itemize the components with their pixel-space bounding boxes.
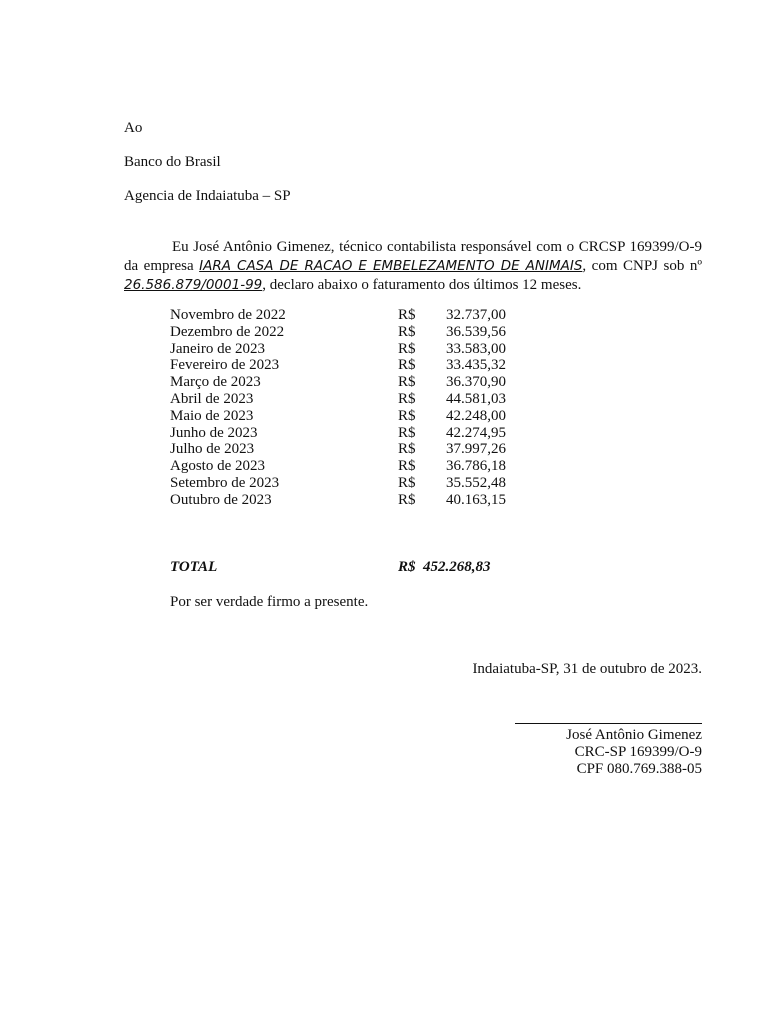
cnpj-number: 26.586.879/0001-99 xyxy=(124,277,263,293)
amount-value: 42.274,95 xyxy=(446,424,506,441)
amount-value: 33.583,00 xyxy=(446,340,506,357)
amount-value: 37.997,26 xyxy=(446,441,506,458)
intro-middle: , com CNPJ sob nº xyxy=(582,258,702,274)
intro-text: Eu José Antônio Gimenez, técnico contabilista responsável com o CRCSP 169399/O-9 da empresa xyxy=(124,239,702,274)
currency-symbol: R$ xyxy=(398,390,416,407)
signer-name: José Antônio Gimenez xyxy=(566,727,702,743)
table-row xyxy=(170,374,510,391)
month-label: Março de 2023 xyxy=(170,374,261,391)
amount-value: 44.581,03 xyxy=(446,390,506,407)
month-label: Maio de 2023 xyxy=(170,407,254,424)
table-row xyxy=(170,391,510,408)
table-row xyxy=(170,324,510,341)
table-row xyxy=(170,458,510,475)
month-label: Novembro de 2022 xyxy=(170,307,286,323)
month-label: Fevereiro de 2023 xyxy=(170,357,280,374)
currency-symbol: R$ xyxy=(398,407,416,424)
total-value: R$ 452.268,83 xyxy=(398,559,491,575)
amount-value: 35.552,48 xyxy=(446,474,506,491)
currency-symbol: R$ xyxy=(398,357,416,374)
signature-line xyxy=(515,723,702,724)
addressee-branch: Agencia de Indaiatuba – SP xyxy=(124,188,291,204)
currency-symbol: R$ xyxy=(398,307,416,323)
signer-crc: CRC-SP 169399/O-9 xyxy=(574,744,702,760)
month-label: Julho de 2023 xyxy=(170,441,255,458)
month-label: Outubro de 2023 xyxy=(170,491,272,508)
table-row xyxy=(170,357,510,374)
table-row xyxy=(170,441,510,458)
month-label: Dezembro de 2022 xyxy=(170,323,285,340)
month-label: Setembro de 2023 xyxy=(170,474,280,491)
addressee-to: Ao xyxy=(124,120,143,136)
amount-value: 32.737,00 xyxy=(446,307,506,323)
company-name: IARA CASA DE RACAO E EMBELEZAMENTO DE ANIMAIS xyxy=(199,258,583,274)
month-label: Abril de 2023 xyxy=(170,390,254,407)
currency-symbol: R$ xyxy=(398,323,416,340)
total-label: TOTAL xyxy=(170,559,218,575)
table-row xyxy=(170,408,510,425)
table-row xyxy=(170,492,510,509)
table-row xyxy=(170,475,510,492)
declaration-paragraph xyxy=(124,238,702,295)
addressee-bank: Banco do Brasil xyxy=(124,154,221,170)
amount-value: 42.248,00 xyxy=(446,407,506,424)
intro-end: , declaro abaixo o faturamento dos últimos 12 meses. xyxy=(262,277,582,293)
amount-value: 36.370,90 xyxy=(446,374,506,391)
revenue-table xyxy=(170,307,510,509)
signer-cpf: CPF 080.769.388-05 xyxy=(576,761,702,777)
table-row xyxy=(170,341,510,358)
closing-statement: Por ser verdade firmo a presente. xyxy=(170,594,369,610)
currency-symbol: R$ xyxy=(398,458,416,475)
month-label: Junho de 2023 xyxy=(170,424,258,441)
table-row xyxy=(170,425,510,442)
amount-value: 36.786,18 xyxy=(446,458,506,475)
month-label: Janeiro de 2023 xyxy=(170,340,265,357)
currency-symbol: R$ xyxy=(398,441,416,458)
currency-symbol: R$ xyxy=(398,374,416,391)
place-and-date: Indaiatuba-SP, 31 de outubro de 2023. xyxy=(472,661,702,677)
currency-symbol: R$ xyxy=(398,340,416,357)
amount-value: 33.435,32 xyxy=(446,357,506,374)
currency-symbol: R$ xyxy=(398,474,416,491)
amount-value: 40.163,15 xyxy=(446,491,506,508)
currency-symbol: R$ xyxy=(398,491,416,508)
amount-value: 36.539,56 xyxy=(446,323,506,340)
currency-symbol: R$ xyxy=(398,424,416,441)
month-label: Agosto de 2023 xyxy=(170,458,265,475)
table-row xyxy=(170,307,510,324)
